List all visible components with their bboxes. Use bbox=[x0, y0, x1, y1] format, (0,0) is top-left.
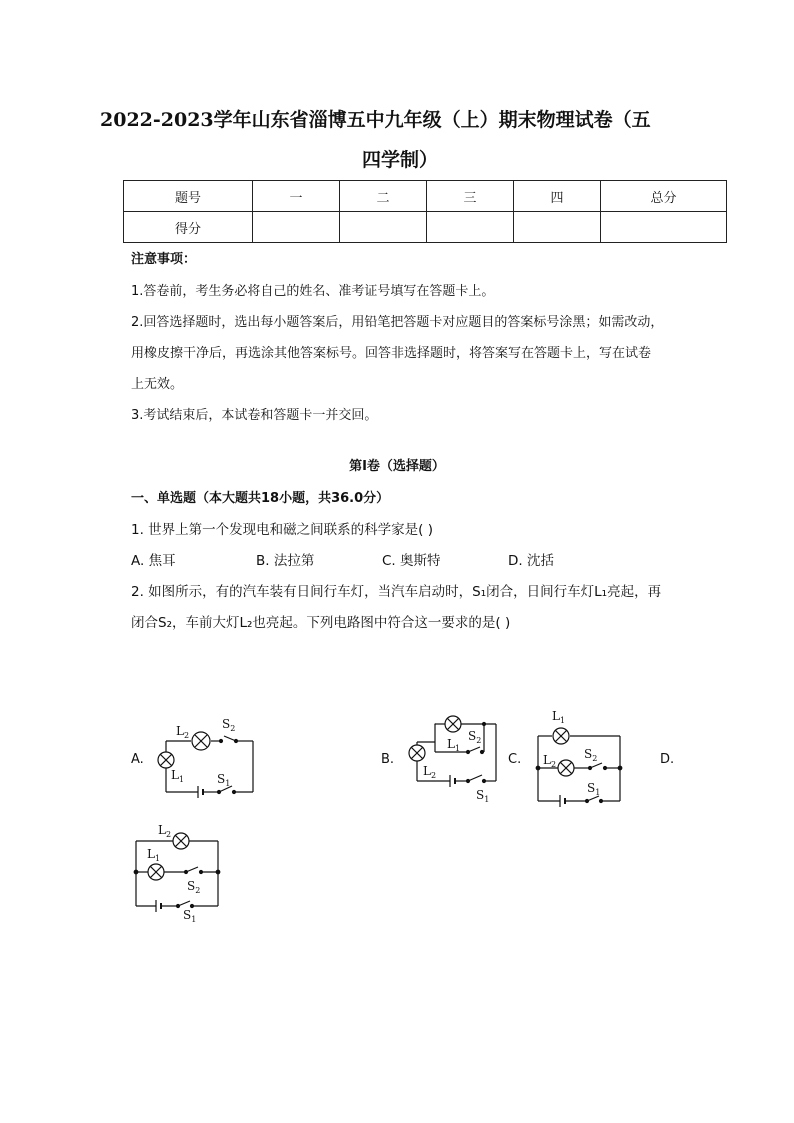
score-input-cell[interactable] bbox=[253, 212, 340, 243]
question-2-option-d[interactable]: D. bbox=[660, 752, 675, 767]
label-l1: $L_1$ bbox=[552, 709, 566, 725]
question-2-stem-line2: 闭合S₂，车前大灯L₂也亮起。下列电路图中符合这一要求的是( ) bbox=[131, 615, 511, 631]
question-2-option-a[interactable]: A. bbox=[131, 752, 144, 767]
question-1-option-c[interactable]: C. 奥斯特 bbox=[382, 553, 441, 569]
label-l1: $L_1$ bbox=[171, 768, 185, 784]
section-title: 一、单选题（本大题共18小题，共36.0分） bbox=[131, 491, 390, 506]
question-1-option-d[interactable]: D. 沈括 bbox=[508, 553, 554, 569]
exam-title-line2: 四学制） bbox=[361, 149, 438, 171]
label-l1: $L_1$ bbox=[147, 847, 161, 863]
label-s1: $S_1$ bbox=[183, 908, 197, 922]
notice-item: 1.答卷前，考生务必将自己的姓名、准考证号填写在答题卡上。 bbox=[131, 284, 495, 299]
part-title: 第Ⅰ卷（选择题） bbox=[349, 459, 445, 474]
notice-heading: 注意事项： bbox=[131, 252, 197, 267]
label-l2: $L_2$ bbox=[176, 724, 190, 740]
label-l2: $L_2$ bbox=[543, 753, 557, 769]
score-input-cell[interactable] bbox=[427, 212, 514, 243]
score-cell: 题号 bbox=[124, 181, 253, 212]
question-2-option-c[interactable]: C. bbox=[508, 752, 522, 767]
label-s2: $S_2$ bbox=[187, 879, 201, 895]
question-1-option-b[interactable]: B. 法拉第 bbox=[256, 553, 315, 569]
score-input-cell[interactable] bbox=[601, 212, 727, 243]
circuit-diagram-d bbox=[128, 820, 228, 922]
question-2-stem-line1: 2. 如图所示，有的汽车装有日间行车灯，当汽车启动时，S₁闭合，日间行车灯L₁亮起，再 bbox=[131, 584, 662, 600]
label-s2: $S_2$ bbox=[468, 729, 482, 745]
score-cell: 四 bbox=[514, 181, 601, 212]
label-s1: $S_1$ bbox=[217, 772, 231, 788]
label-l1: $L_1$ bbox=[447, 737, 461, 753]
notice-item: 3.考试结束后，本试卷和答题卡一并交回。 bbox=[131, 408, 378, 423]
circuit-diagram-b bbox=[400, 712, 505, 808]
label-s1: $S_1$ bbox=[587, 781, 601, 797]
label-l2: $L_2$ bbox=[158, 823, 172, 839]
score-input-cell[interactable] bbox=[514, 212, 601, 243]
notice-item: 用橡皮擦干净后，再选涂其他答案标号。回答非选择题时，将答案写在答题卡上，写在试卷 bbox=[131, 346, 652, 361]
score-cell: 一 bbox=[253, 181, 340, 212]
label-l2: $L_2$ bbox=[423, 764, 437, 780]
score-cell: 二 bbox=[340, 181, 427, 212]
score-cell: 三 bbox=[427, 181, 514, 212]
label-s2: $S_2$ bbox=[584, 747, 598, 763]
score-cell: 得分 bbox=[124, 212, 253, 243]
question-2-option-b[interactable]: B. bbox=[381, 752, 395, 767]
exam-title-line1: 2022-2023学年山东省淄博五中九年级（上）期末物理试卷（五 bbox=[100, 109, 651, 131]
score-table bbox=[123, 180, 727, 243]
label-s2: $S_2$ bbox=[222, 717, 236, 733]
score-input-cell[interactable] bbox=[340, 212, 427, 243]
circuit-diagram-c bbox=[530, 706, 630, 810]
question-1-stem: 1. 世界上第一个发现电和磁之间联系的科学家是( ) bbox=[131, 522, 433, 538]
score-table-score-row bbox=[124, 212, 727, 243]
score-cell: 总分 bbox=[601, 181, 727, 212]
score-table-header-row bbox=[124, 181, 727, 212]
question-1-option-a[interactable]: A. 焦耳 bbox=[131, 553, 176, 569]
notice-item: 2.回答选择题时，选出每小题答案后，用铅笔把答题卡对应题目的答案标号涂黑；如需改动， bbox=[131, 315, 664, 330]
notice-item: 上无效。 bbox=[131, 377, 184, 392]
label-s1: $S_1$ bbox=[476, 788, 490, 804]
circuit-diagram-a bbox=[150, 715, 265, 805]
